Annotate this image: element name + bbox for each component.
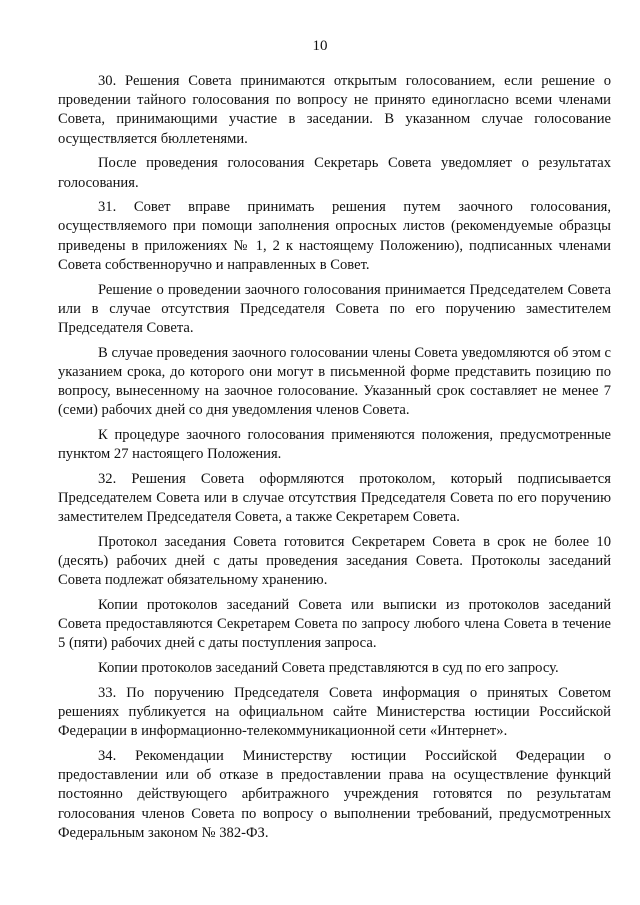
paragraph-protocol-preparation: Протокол заседания Совета готовится Секретарем Совета в срок не более 10 (десять) рабочих дней с даты проведения заседания Совета. Протоколы заседаний Совета подлежат обязательному хранению.	[58, 533, 611, 589]
paragraph-31-absentee-voting: 31. Совет вправе принимать решения путем заочного голосования, осуществляемого при помощи заполнения опросных листов (рекомендуемые образцы приведены в приложениях № 1, 2 к настоящему Положению), подписанных членами Совета собственноручно и направленных в Совет.	[58, 199, 611, 273]
paragraph-34-recommendations: 34. Рекомендации Министерству юстиции Российской Федерации о предоставлении или об отказе в предоставлении права на осуществление функций постоянно действующего арбитражного учреждения готовятся по результатам голосования членов Совета по вопросу о выполнении требований, предусмотренных Федеральным законом № 382-ФЗ.	[58, 748, 611, 841]
paragraph-secretary-notice: После проведения голосования Секретарь Совета уведомляет о результатах голосования.	[58, 155, 611, 191]
paragraph-30-voting: 30. Решения Совета принимаются открытым голосованием, если решение о проведении тайного голосования по вопросу не принято единогласно всеми членами Совета, принимающими участие в заседании. В указанном случае голосование осуществляется бюллетенями.	[58, 73, 611, 147]
paragraph-32-protocol: 32. Решения Совета оформляются протоколом, который подписывается Председателем Совета или в случае отсутствия Председателя Совета по его поручению заместителем Председателя Совета, а также Секретарем Совета.	[58, 470, 611, 526]
paragraph-absentee-procedure: К процедуре заочного голосования применяются положения, предусмотренные пунктом 27 настоящего Положения.	[58, 426, 611, 463]
paragraph-protocol-court: Копии протоколов заседаний Совета представляются в суд по его запросу.	[98, 660, 559, 677]
paragraph-protocol-copies: Копии протоколов заседаний Совета или выписки из протоколов заседаний Совета предоставляются Секретарем Совета по запросу любого члена Совета в течение 5 (пяти) рабочих дней с даты поступления запроса.	[58, 597, 611, 652]
paragraph-absentee-notification: В случае проведения заочного голосовании члены Совета уведомляются об этом с указанием срока, до которого они могут в письменной форме представить позицию по вопросу, вынесенному на заочное голосование. Указанный срок составляет не менее 7 (семи) рабочих дней со дня уведомления членов Совета.	[58, 344, 611, 419]
document-body	[58, 72, 611, 849]
paragraph-absentee-decision: Решение о проведении заочного голосования принимается Председателем Совета или в случае отсутствия Председателя Совета по его поручению заместителем Председателя Совета.	[58, 281, 611, 336]
paragraph-33-publication: 33. По поручению Председателя Совета информация о принятых Советом решениях публикуется на официальном сайте Министерства юстиции Российской Федерации в информационно-телекоммуникационной сети «Интернет».	[58, 684, 611, 740]
page-number: 10	[312, 38, 328, 54]
